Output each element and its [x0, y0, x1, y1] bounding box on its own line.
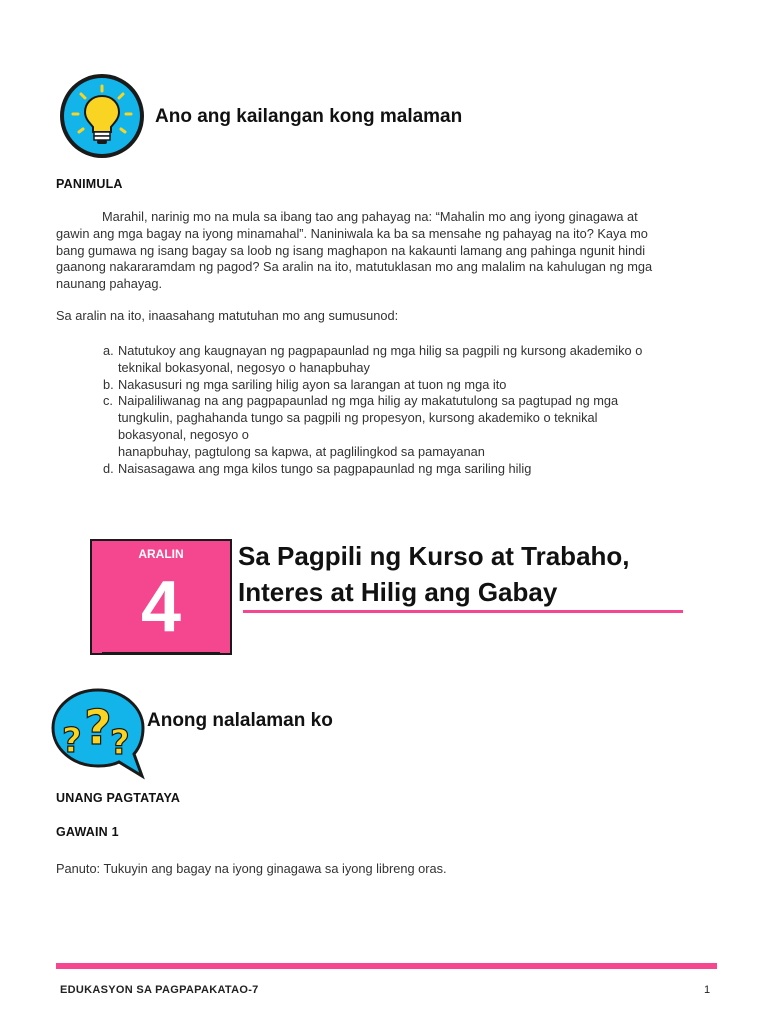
lesson-title-line: Interes at Hilig ang Gabay: [238, 577, 558, 607]
list-marker: a.: [103, 343, 114, 358]
list-item: [103, 461, 703, 478]
intro-line: bang gumawa ng isang bagay sa loob ng isang maghapon na kakaunti lamang ang pahinga ngunit hindi: [56, 242, 646, 258]
list-item-line: teknikal bokasyonal, negosyo o hanapbuhay: [118, 359, 370, 375]
question-marks-speech-bubble-icon: [46, 684, 150, 782]
lesson-box-underline: [102, 652, 220, 654]
section-title-know-already: Anong nalalaman ko: [147, 710, 333, 731]
gawain-heading: GAWAIN 1: [56, 825, 119, 839]
lesson-title-line: Sa Pagpili ng Kurso at Trabaho,: [238, 541, 630, 571]
page-number: 1: [704, 984, 711, 996]
list-item-line: bokasyonal, negosyo o: [118, 426, 249, 442]
list-item-line: Naisasagawa ang mga kilos tungo sa pagpapaunlad ng mga sariling hilig: [118, 460, 532, 476]
panimula-heading: PANIMULA: [56, 177, 123, 191]
svg-text:?: ?: [110, 723, 130, 763]
lesson-title-rule: [243, 610, 683, 613]
lesson-number: 4: [140, 567, 182, 647]
intro-line: naunang pahayag.: [56, 276, 163, 292]
instruction-text: Panuto: Tukuyin ang bagay na iyong ginagawa sa iyong libreng oras.: [56, 861, 447, 876]
objectives-list: [103, 343, 703, 477]
footer-divider: [56, 963, 717, 969]
unang-pagtataya-heading: UNANG PAGTATAYA: [56, 791, 181, 805]
list-item: [103, 343, 703, 377]
lightbulb-icon: [54, 72, 150, 160]
footer-subject: EDUKASYON SA PAGPAPAKATAO-7: [60, 984, 259, 996]
list-marker: b.: [103, 376, 114, 392]
list-item-line: Nakasusuri ng mga sariling hilig ayon sa larangan at tuon ng mga ito: [118, 376, 507, 392]
intro-line: gawin ang mga bagay na iyong minamahal”. Naniniwala ka ba sa mensahe ng pahayag na ito? Kaya mo: [56, 225, 648, 241]
objectives-intro: Sa aralin na ito, inaasahang matutuhan mo ang sumusunod:: [56, 308, 399, 323]
intro-line: Marahil, narinig mo na mula sa ibang tao ang pahayag na: “Mahalin mo ang iyong ginagawa at: [102, 209, 638, 224]
list-item: [103, 393, 703, 460]
lesson-title: [238, 538, 698, 610]
lesson-number-box: [90, 539, 232, 655]
list-item: [103, 377, 703, 394]
list-marker: d.: [103, 460, 114, 476]
list-item-line: Naipaliliwanag na ang pagpapaunlad ng mga hilig ay makatutulong sa pagtupad ng mga: [118, 393, 619, 409]
svg-text:?: ?: [62, 721, 82, 761]
list-item-line: Natutukoy ang kaugnayan ng pagpapaunlad ng mga hilig sa pagpili ng kursong akademiko o: [118, 343, 643, 358]
section-title-know: Ano ang kailangan kong malaman: [155, 106, 463, 127]
list-item-line: tungkulin, paghahanda tungo sa pagpili ng propesyon, kursong akademiko o teknikal: [118, 410, 598, 426]
intro-line: gaanong nakararamdam ng pagod? Sa aralin na ito, matutuklasan mo ang malalim na kahulugan ng mga: [56, 259, 653, 275]
lesson-word: ARALIN: [138, 547, 184, 561]
intro-paragraph: [56, 209, 716, 293]
list-marker: c.: [103, 393, 113, 409]
svg-text:?: ?: [84, 700, 112, 756]
list-item-line: hanapbuhay, pagtulong sa kapwa, at paglilingkod sa pamayanan: [118, 443, 485, 459]
